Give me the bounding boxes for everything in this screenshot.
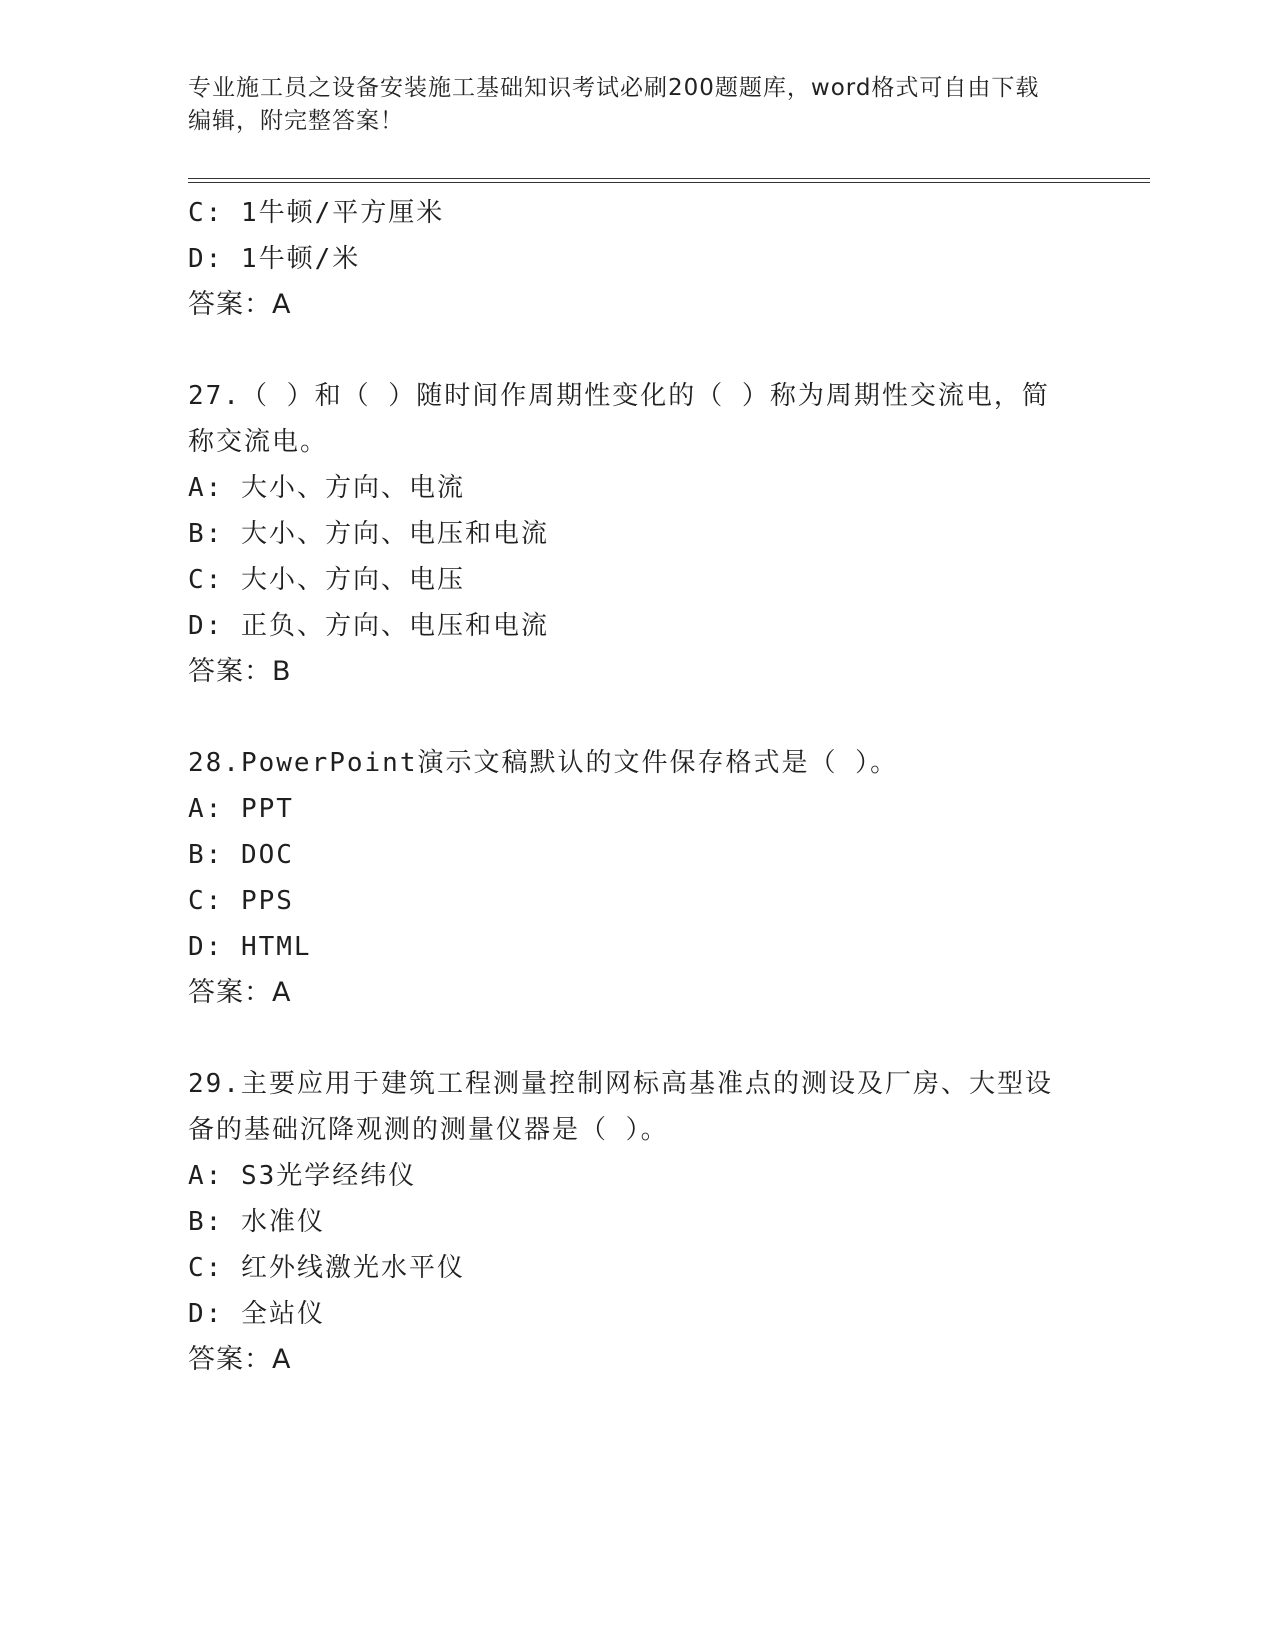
document-header (188, 72, 1088, 138)
answer: 答案：B (188, 656, 292, 687)
question-text-line1: 29.主要应用于建筑工程测量控制网标高基准点的测设及厂房、大型设 (188, 1069, 1053, 1099)
question-text-line2: 称交流电。 (188, 427, 329, 457)
option-a: A: PPT (188, 794, 294, 824)
option-a: A: 大小、方向、电流 (188, 473, 465, 503)
question-28 (188, 740, 1088, 1016)
header-divider (188, 178, 1150, 183)
answer: 答案：A (188, 1344, 292, 1375)
option-d: D: 1牛顿/米 (188, 244, 361, 274)
question-27 (188, 373, 1088, 695)
option-b: B: DOC (188, 840, 294, 870)
document-body (188, 190, 1088, 1383)
option-d: D: 全站仪 (188, 1299, 325, 1329)
question-text-line2: 备的基础沉降观测的测量仪器是（ ）。 (188, 1115, 669, 1145)
option-c: C: 1牛顿/平方厘米 (188, 198, 445, 228)
header-title-line1: 专业施工员之设备安装施工基础知识考试必刷200题题库，word格式可自由下载 (188, 75, 1040, 101)
option-c: C: 红外线激光水平仪 (188, 1253, 465, 1283)
option-d: D: HTML (188, 932, 312, 962)
question-29 (188, 1061, 1088, 1383)
answer: 答案：A (188, 289, 292, 320)
option-a: A: S3光学经纬仪 (188, 1161, 417, 1191)
question-text-line1: 28.PowerPoint演示文稿默认的文件保存格式是（ ）。 (188, 748, 899, 778)
answer: 答案：A (188, 977, 292, 1008)
option-c: C: 大小、方向、电压 (188, 565, 465, 595)
partial-question (188, 190, 1088, 328)
option-d: D: 正负、方向、电压和电流 (188, 611, 549, 641)
option-b: B: 大小、方向、电压和电流 (188, 519, 549, 549)
option-c: C: PPS (188, 886, 294, 916)
question-text-line1: 27.（ ）和（ ）随时间作周期性变化的（ ）称为周期性交流电，简 (188, 381, 1050, 411)
option-b: B: 水准仪 (188, 1207, 325, 1237)
header-title-line2: 编辑，附完整答案！ (188, 108, 404, 134)
